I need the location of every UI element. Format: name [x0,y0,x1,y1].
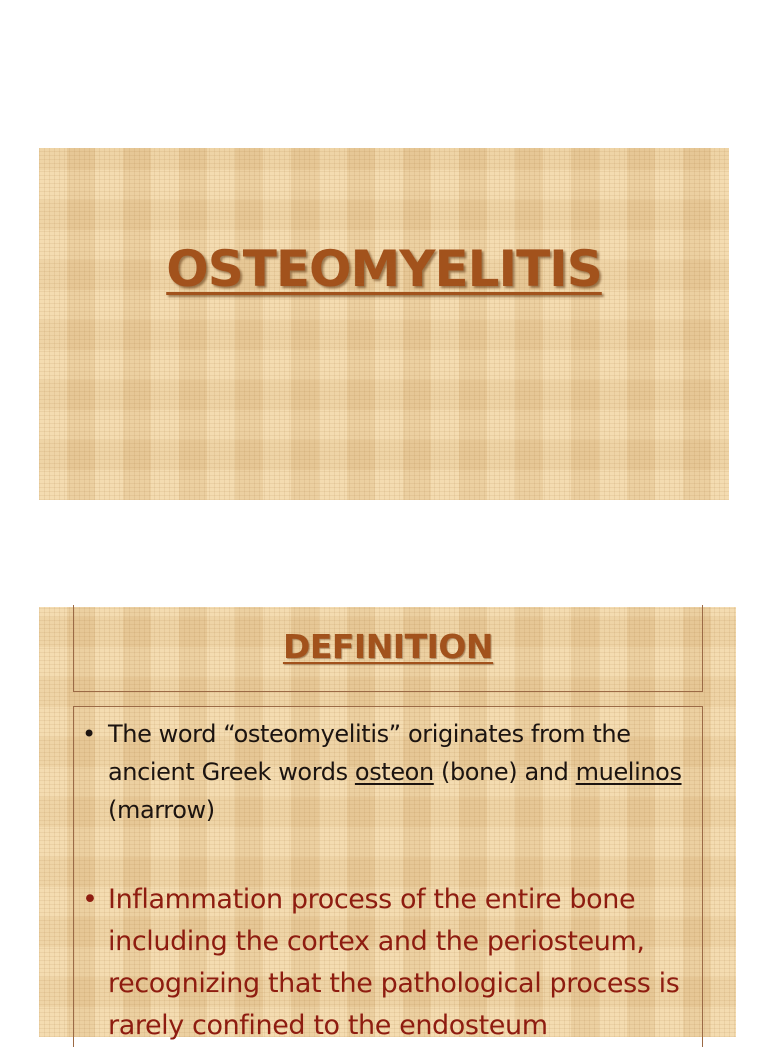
term-osteon: osteon [354,758,434,786]
title-slide [39,148,729,500]
slide-title [39,240,729,298]
heading-frame [73,605,703,692]
slide-title-text: OSTEOMYELITIS [166,240,602,298]
content-frame [73,706,703,1047]
definition-slide [39,607,736,1041]
bullet-text: Inflammation process of the entire bone including the cortex and the periosteum, recognizing that the pathological process is rarely confined to the endosteum [108,884,680,1041]
text-fragment: The word “osteomyelitis” originates from the ancient Greek words [108,720,631,786]
definition-heading-text: DEFINITION [282,627,494,666]
bullet-text [108,715,694,829]
bullet-etymology [74,715,694,829]
term-muelinos: muelinos [575,758,682,786]
bullet-marker: • [82,884,98,915]
text-fragment: (marrow) [108,796,215,824]
bullet-inflammation [74,879,694,1047]
text-fragment: (bone) and [433,758,576,786]
definition-heading [74,627,702,666]
bullet-marker: • [82,720,96,748]
